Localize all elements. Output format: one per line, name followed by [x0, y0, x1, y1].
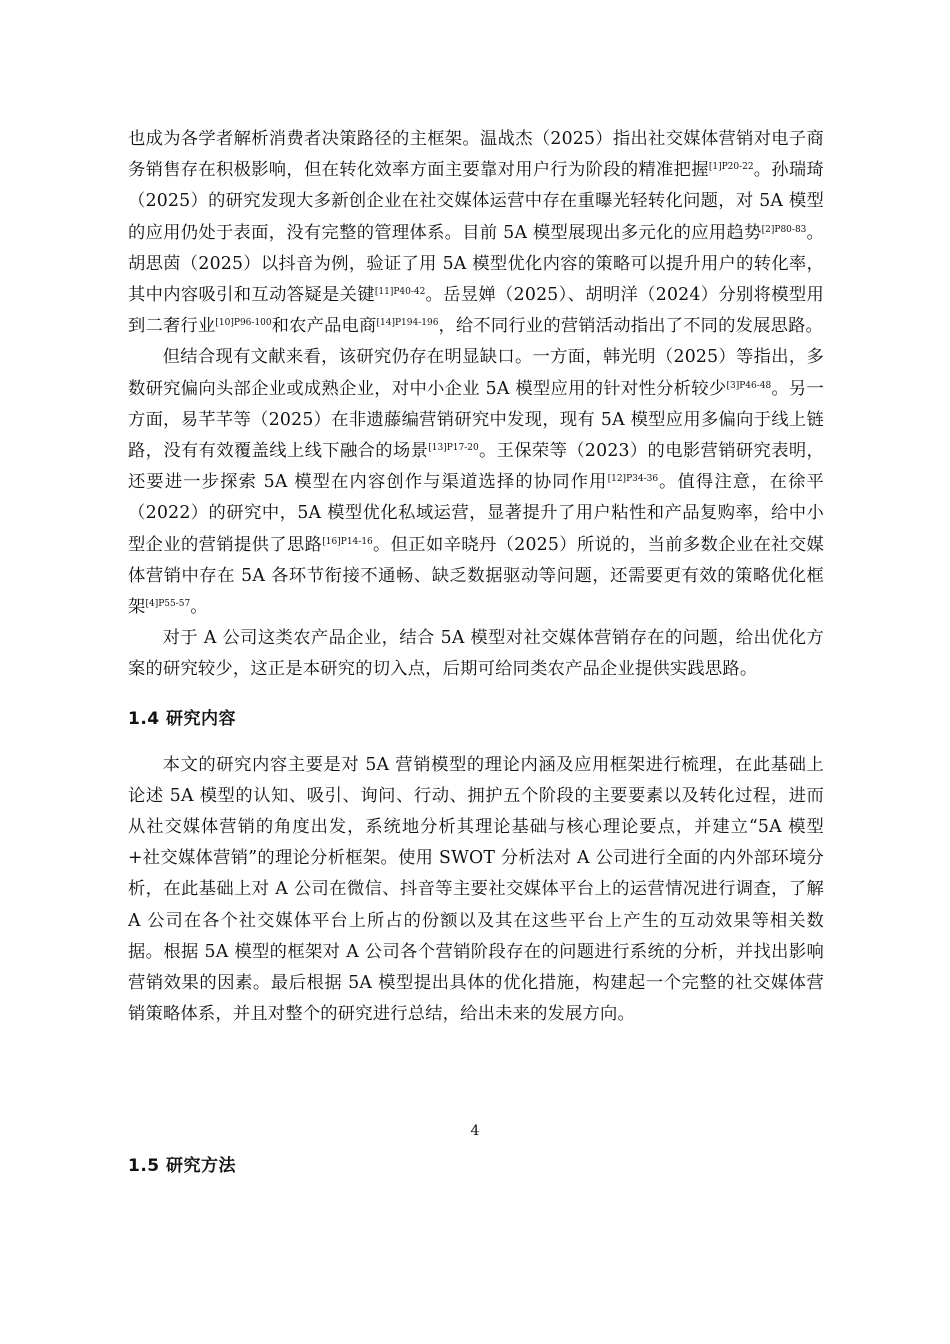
- citation-superscript: [3]P46-48: [726, 380, 772, 391]
- section-heading-1-5: 1.5 研究方法: [128, 1156, 237, 1176]
- citation-superscript: [12]P34-36: [607, 474, 659, 485]
- citation-superscript: [13]P17-20: [428, 443, 479, 454]
- page-content: [128, 124, 824, 1030]
- citation-superscript: [4]P55-57: [145, 599, 191, 610]
- paragraph-research-gap: 但结合现有文献来看，该研究仍存在明显缺口。一方面，韩光明（2025）等指出，多数研究偏向头部企业或成熟企业，对中小企业 5A 模型应用的针对性分析较少$^{[3]P46-48}$。另一方面，易芊芊等（2025）在非遗藤编营销研究中发现，现有 5A 模型应用多偏向于线上链路，没有有效覆盖线上线下融合的场景$^{[13]P17-20}$。王保荣等（2023）的电影营销研究表明，还要进一步探索 5A 模型在内容创作与渠道选择的协同作用$^{[12]P34-36}$。值得注意，在徐平（2022）的研究中，5A 模型优化私域运营，显著提升了用户粘性和产品复购率，给中小型企业的营销提供了思路$^{[16]P14-16}$。但正如辛晓丹（2025）所说的，当前多数企业在社交媒体营销中存在 5A 各环节衔接不通畅、缺乏数据驱动等问题，还需要更有效的策略优化框架$^{[4]P55-57}$。: [128, 347, 824, 618]
- citation-superscript: [16]P14-16: [322, 536, 373, 547]
- page-number: 4: [470, 1123, 480, 1139]
- section-heading-1-4: 1.4 研究内容: [128, 708, 237, 729]
- paragraph-research-entry-point: 对于 A 公司这类农产品企业，结合 5A 模型对社交媒体营销存在的问题，给出优化方案的研究较少，这正是本研究的切入点，后期可给同类农产品企业提供实践思路。: [128, 628, 824, 680]
- paragraph-research-content: 本文的研究内容主要是对 5A 营销模型的理论内涵及应用框架进行梳理，在此基础上论述 5A 模型的认知、吸引、询问、行动、拥护五个阶段的主要要素以及转化过程，进而从社交媒体营销的角度出发，系统地分析其理论基础与核心理论要点，并建立“5A 模型+社交媒体营销”的理论分析框架。使用 SWOT 分析法对 A 公司进行全面的内外部环境分析，在此基础上对 A 公司在微信、抖音等主要社交媒体平台上的运营情况进行调查，了解 A 公司在各个社交媒体平台上所占的份额以及其在这些平台上产生的互动效果等相关数据。根据 5A 模型的框架对 A 公司各个营销阶段存在的问题进行系统的分析，并找出影响营销效果的因素。最后根据 5A 模型提出具体的优化措施，构建起一个完整的社交媒体营销策略体系，并且对整个的研究进行总结，给出未来的发展方向。: [128, 754, 824, 1025]
- citation-superscript: [14]P194-196: [376, 318, 439, 329]
- paragraph-literature-review: 也成为各学者解析消费者决策路径的主框架。温战杰（2025）指出社交媒体营销对电子商务销售存在积极影响，但在转化效率方面主要靠对用户行为阶段的精准把握$^{[1]P20-22}$。孙瑞琦（2025）的研究发现大多新创企业在社交媒体运营中存在重曝光轻转化问题，对 5A 模型的应用仍处于表面，没有完整的管理体系。目前 5A 模型展现出多元化的应用趋势$^{[2]P80-83}$。胡思茵（2025）以抖音为例，验证了用 5A 模型优化内容的策略可以提升用户的转化率，其中内容吸引和互动答疑是关键$^{[11]P40-42}$。岳昱婵（2025）、胡明洋（2024）分别将模型用到二奢行业$^{[10]P96-100}$和农产品电商$^{[14]P194-196}$，给不同行业的营销活动指出了不同的发展思路。: [128, 129, 824, 337]
- citation-superscript: [11]P40-42: [374, 287, 426, 298]
- citation-superscript: [2]P80-83: [761, 224, 807, 235]
- citation-superscript: [10]P96-100: [215, 318, 272, 329]
- citation-superscript: [1]P20-22: [708, 162, 754, 173]
